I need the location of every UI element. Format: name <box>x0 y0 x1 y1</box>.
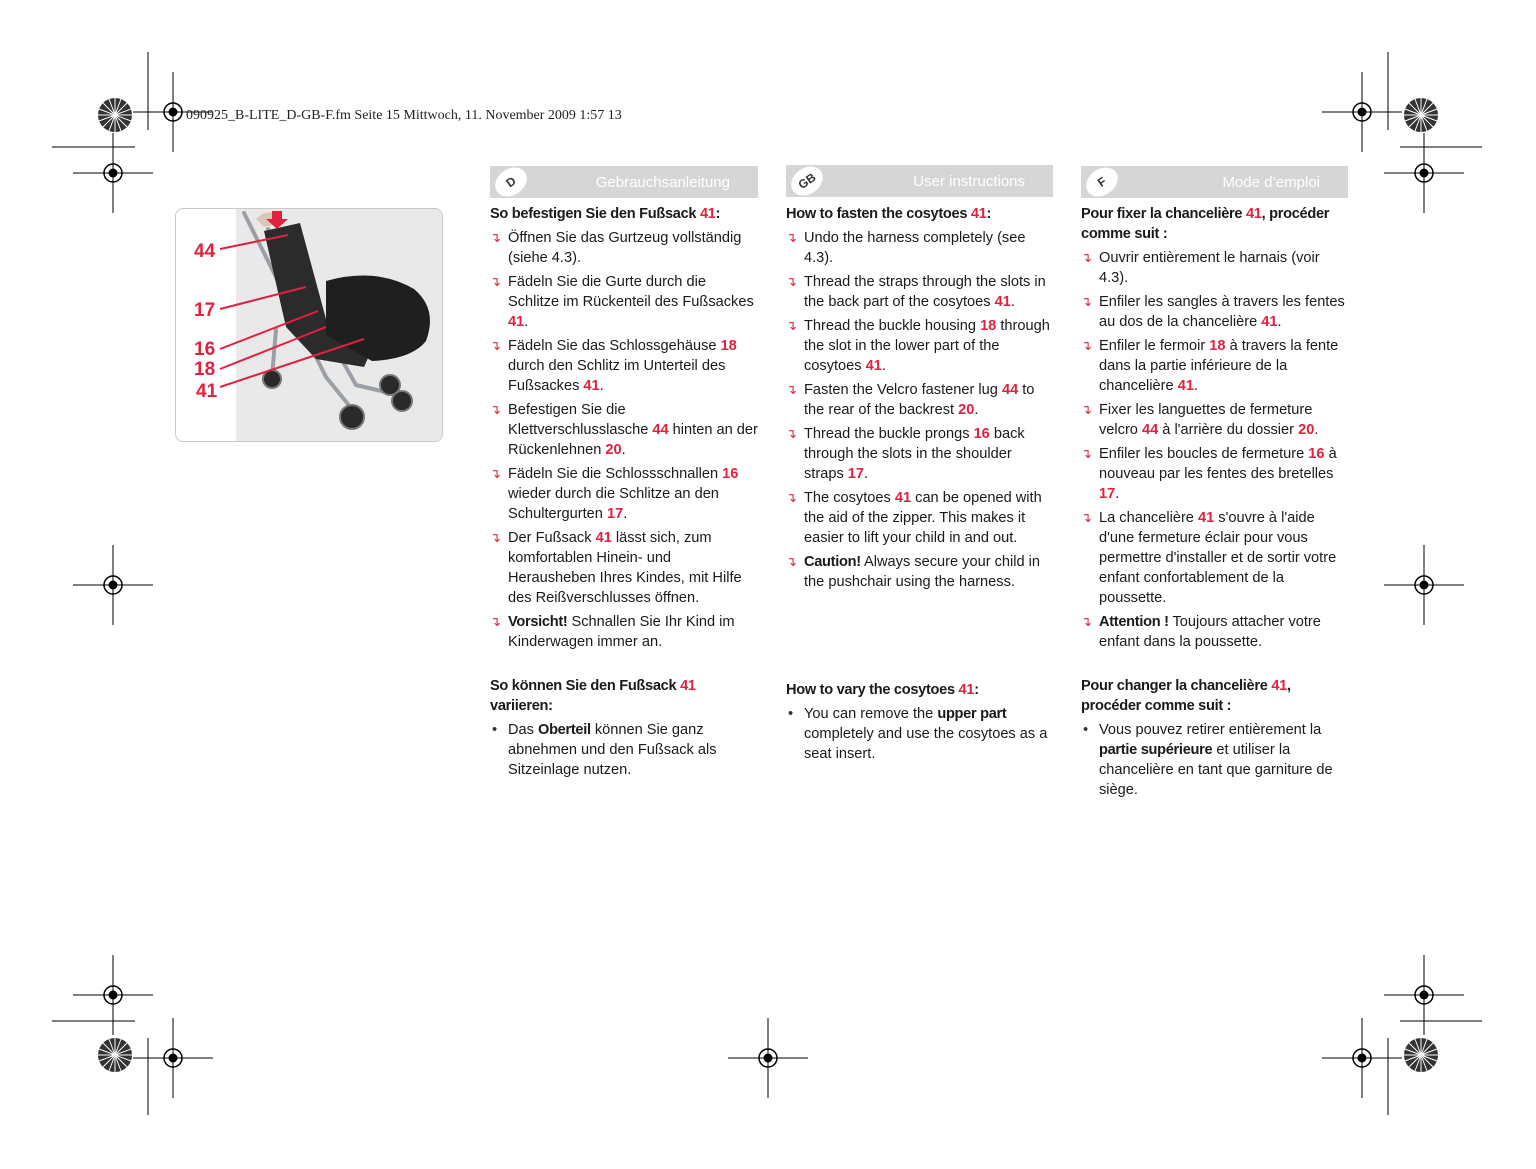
step-arrow-icon: ↴ <box>490 338 501 353</box>
bullets-list <box>490 720 758 780</box>
instruction-step: ↴ Caution! Always secure your child in the pushchair using the harness. <box>786 554 1041 590</box>
step-arrow-icon: ↴ <box>490 614 501 629</box>
bullet-item: • Das Oberteil können Sie ganz abnehmen und den Fußsack als Sitzeinlage nutzen. <box>492 722 717 778</box>
column-title-gb: User instructions <box>913 173 1025 190</box>
file-info-line: 090925_B-LITE_D-GB-F.fm Seite 15 Mittwoch, 11. November 2009 1:57 13 <box>186 108 622 123</box>
bullets-list <box>786 704 1054 764</box>
column-title-fr: Mode d’emploi <box>1222 174 1320 191</box>
instruction-step: ↴ The cosytoes 41 can be opened with the aid of the zipper. This makes it easier to lift your child in and out. <box>786 490 1042 546</box>
bullet-dot-icon: • <box>492 722 498 738</box>
instruction-step: ↴ La chancelière 41 s'ouvre à l'aide d'une fermeture éclair pour vous permettre d'installer et de sortir votre enfant confortablement de la poussette. <box>1081 510 1337 606</box>
step-arrow-icon: ↴ <box>1081 294 1092 309</box>
stroller-illustration <box>176 209 442 441</box>
column-header-de <box>490 166 758 198</box>
step-arrow-icon: ↴ <box>786 274 797 289</box>
steps-list <box>786 228 1054 592</box>
callout-44: 44 <box>194 241 216 262</box>
instruction-step: ↴ Undo the harness completely (see 4.3). <box>786 230 1026 266</box>
instruction-step: ↴ Attention ! Toujours attacher votre enfant dans la poussette. <box>1081 614 1321 650</box>
instruction-step: ↴ Fasten the Velcro fastener lug 44 to the rear of the backrest 20. <box>786 382 1035 418</box>
bullet-item: • You can remove the upper part completely and use the cosytoes as a seat insert. <box>788 706 1048 762</box>
instruction-step: ↴ Thread the buckle housing 18 through the slot in the lower part of the cosytoes 41. <box>786 318 1050 374</box>
callout-16: 16 <box>194 339 216 360</box>
step-arrow-icon: ↴ <box>786 554 797 569</box>
section-heading: So befestigen Sie den Fußsack 41: <box>490 206 721 222</box>
step-arrow-icon: ↴ <box>786 490 797 505</box>
instruction-step: ↴ Thread the straps through the slots in the back part of the cosytoes 41. <box>786 274 1046 310</box>
column-title-de: Gebrauchsanleitung <box>595 174 730 191</box>
stroller-figure <box>175 208 443 442</box>
bullet-dot-icon: • <box>788 706 794 722</box>
instruction-step: ↴ Fixer les languettes de fermeture velcro 44 à l'arrière du dossier 20. <box>1081 402 1319 438</box>
callout-17: 17 <box>194 300 216 321</box>
column-header-gb <box>786 165 1053 197</box>
column-de-variant <box>490 676 758 784</box>
instruction-step: ↴ Enfiler les sangles à travers les fentes au dos de la chancelière 41. <box>1081 294 1345 330</box>
step-arrow-icon: ↴ <box>490 230 501 245</box>
section-heading: How to fasten the cosytoes 41: <box>786 206 992 222</box>
section-heading: So können Sie den Fußsack 41 variieren: <box>490 678 696 714</box>
step-arrow-icon: ↴ <box>1081 446 1092 461</box>
instruction-step: ↴ Öffnen Sie das Gurtzeug vollständig (siehe 4.3). <box>490 230 742 266</box>
section-heading: Pour fixer la chancelière 41, procéder comme suit : <box>1081 206 1330 242</box>
step-arrow-icon: ↴ <box>1081 250 1092 265</box>
step-arrow-icon: ↴ <box>1081 614 1092 629</box>
column-header-fr <box>1081 166 1348 198</box>
step-arrow-icon: ↴ <box>1081 510 1092 525</box>
step-arrow-icon: ↴ <box>490 466 501 481</box>
step-arrow-icon: ↴ <box>490 274 501 289</box>
callout-18: 18 <box>194 359 216 380</box>
instruction-step: ↴ Vorsicht! Schnallen Sie Ihr Kind im Kinderwagen immer an. <box>490 614 735 650</box>
language-badge-de: D <box>490 162 533 203</box>
column-fr <box>1081 204 1349 656</box>
section-heading: How to vary the cosytoes 41: <box>786 682 979 698</box>
step-arrow-icon: ↴ <box>786 426 797 441</box>
language-badge-gb: GB <box>786 161 829 202</box>
bullets-list <box>1081 720 1349 800</box>
instruction-step: ↴ Fädeln Sie das Schlossgehäuse 18 durch den Schlitz im Unterteil des Fußsackes 41. <box>490 338 737 394</box>
instruction-step: ↴ Der Fußsack 41 lässt sich, zum komfortablen Hinein- und Herausheben Ihres Kindes, mit Hilfe des Reißverschlusses öffnen. <box>490 530 742 606</box>
column-gb-variant <box>786 680 1054 768</box>
step-arrow-icon: ↴ <box>786 318 797 333</box>
instruction-step: ↴ Fädeln Sie die Schlossschnallen 16 wieder durch die Schlitze an den Schultergurten 17. <box>490 466 739 522</box>
column-de <box>490 204 758 656</box>
language-badge-fr: F <box>1081 162 1124 203</box>
instruction-step: ↴ Enfiler le fermoir 18 à travers la fente dans la partie inférieure de la chancelière 41. <box>1081 338 1339 394</box>
step-arrow-icon: ↴ <box>1081 338 1092 353</box>
steps-list <box>490 228 758 652</box>
bullet-item: • Vous pouvez retirer entièrement la partie supérieure et utiliser la chancelière en tant que garniture de siège. <box>1083 722 1333 798</box>
instruction-step: ↴ Ouvrir entièrement le harnais (voir 4.3). <box>1081 250 1320 286</box>
step-arrow-icon: ↴ <box>786 230 797 245</box>
instruction-step: ↴ Befestigen Sie die Klettverschlusslasche 44 hinten an der Rückenlehnen 20. <box>490 402 758 458</box>
steps-list <box>1081 248 1349 652</box>
instruction-step: ↴ Enfiler les boucles de fermeture 16 à nouveau par les fentes des bretelles 17. <box>1081 446 1337 502</box>
column-fr-variant <box>1081 676 1349 804</box>
callout-41: 41 <box>196 381 218 402</box>
instruction-step: ↴ Fädeln Sie die Gurte durch die Schlitze im Rückenteil des Fußsackes 41. <box>490 274 754 330</box>
section-heading: Pour changer la chancelière 41, procéder comme suit : <box>1081 678 1291 714</box>
step-arrow-icon: ↴ <box>1081 402 1092 417</box>
step-arrow-icon: ↴ <box>490 530 501 545</box>
column-gb <box>786 204 1054 596</box>
instruction-step: ↴ Thread the buckle prongs 16 back through the slots in the shoulder straps 17. <box>786 426 1025 482</box>
step-arrow-icon: ↴ <box>786 382 797 397</box>
bullet-dot-icon: • <box>1083 722 1089 738</box>
step-arrow-icon: ↴ <box>490 402 501 417</box>
